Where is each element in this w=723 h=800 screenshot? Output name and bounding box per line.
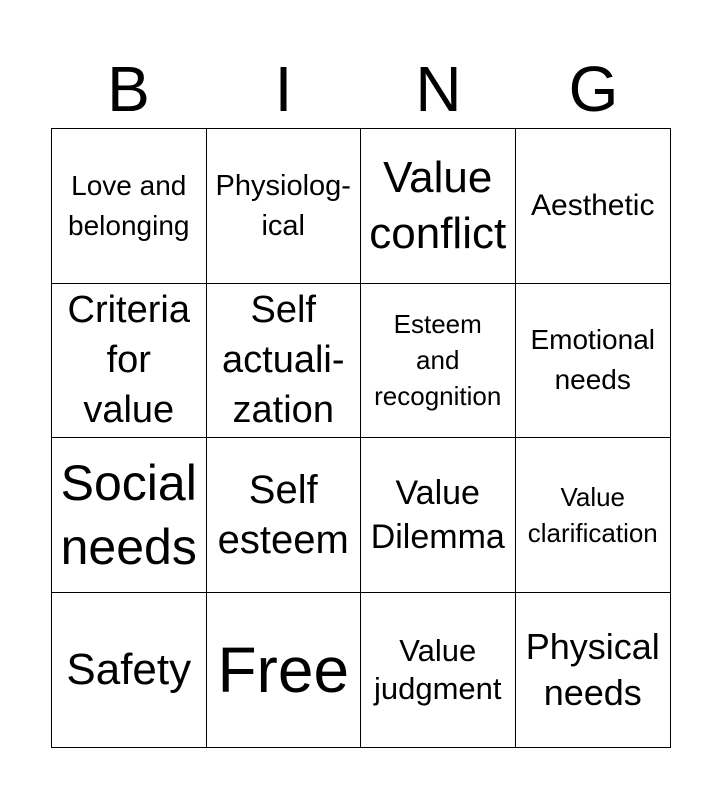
bingo-cell[interactable] (361, 593, 516, 748)
bingo-cell[interactable] (52, 438, 207, 593)
free-space-text: Free (217, 633, 350, 706)
bingo-cell[interactable] (516, 593, 671, 748)
header-letter-b: B (107, 53, 150, 125)
bingo-cell[interactable] (361, 438, 516, 593)
cell-text: Love and belonging (68, 169, 190, 241)
cell-text: Safety (66, 644, 192, 694)
header-letter-n: N (415, 53, 462, 125)
bingo-board (51, 128, 671, 748)
cell-text: Self esteem (217, 467, 349, 562)
cell-text: Physiolog- ical (215, 169, 351, 242)
bingo-cell[interactable] (516, 438, 671, 593)
bingo-cell[interactable] (207, 129, 362, 284)
free-space-cell[interactable] (207, 593, 362, 748)
bingo-cell[interactable] (207, 438, 362, 593)
cell-text: Value conflict (369, 152, 507, 258)
bingo-cell[interactable] (361, 129, 516, 284)
bingo-header (51, 50, 671, 128)
bingo-cell[interactable] (361, 284, 516, 439)
bingo-cell[interactable] (516, 129, 671, 284)
bingo-cell[interactable] (52, 284, 207, 439)
cell-text: Value Dilemma (370, 473, 505, 556)
header-letter-g: G (568, 53, 619, 125)
cell-text: Aesthetic (531, 188, 655, 222)
cell-text: Self actuali- zation (222, 289, 345, 432)
cell-text: Criteria for value (67, 289, 190, 432)
bingo-cell[interactable] (207, 284, 362, 439)
bingo-cell[interactable] (52, 593, 207, 748)
cell-text: Esteem and recognition (374, 309, 502, 412)
cell-text: Value judgment (373, 632, 502, 706)
bingo-cell[interactable] (516, 284, 671, 439)
header-letter-i: I (274, 53, 293, 125)
cell-text: Emotional needs (530, 324, 655, 396)
cell-text: Physical needs (525, 625, 660, 713)
cell-text: Value clarification (527, 481, 658, 548)
bingo-cell[interactable] (52, 129, 207, 284)
cell-text: Social needs (60, 454, 197, 575)
